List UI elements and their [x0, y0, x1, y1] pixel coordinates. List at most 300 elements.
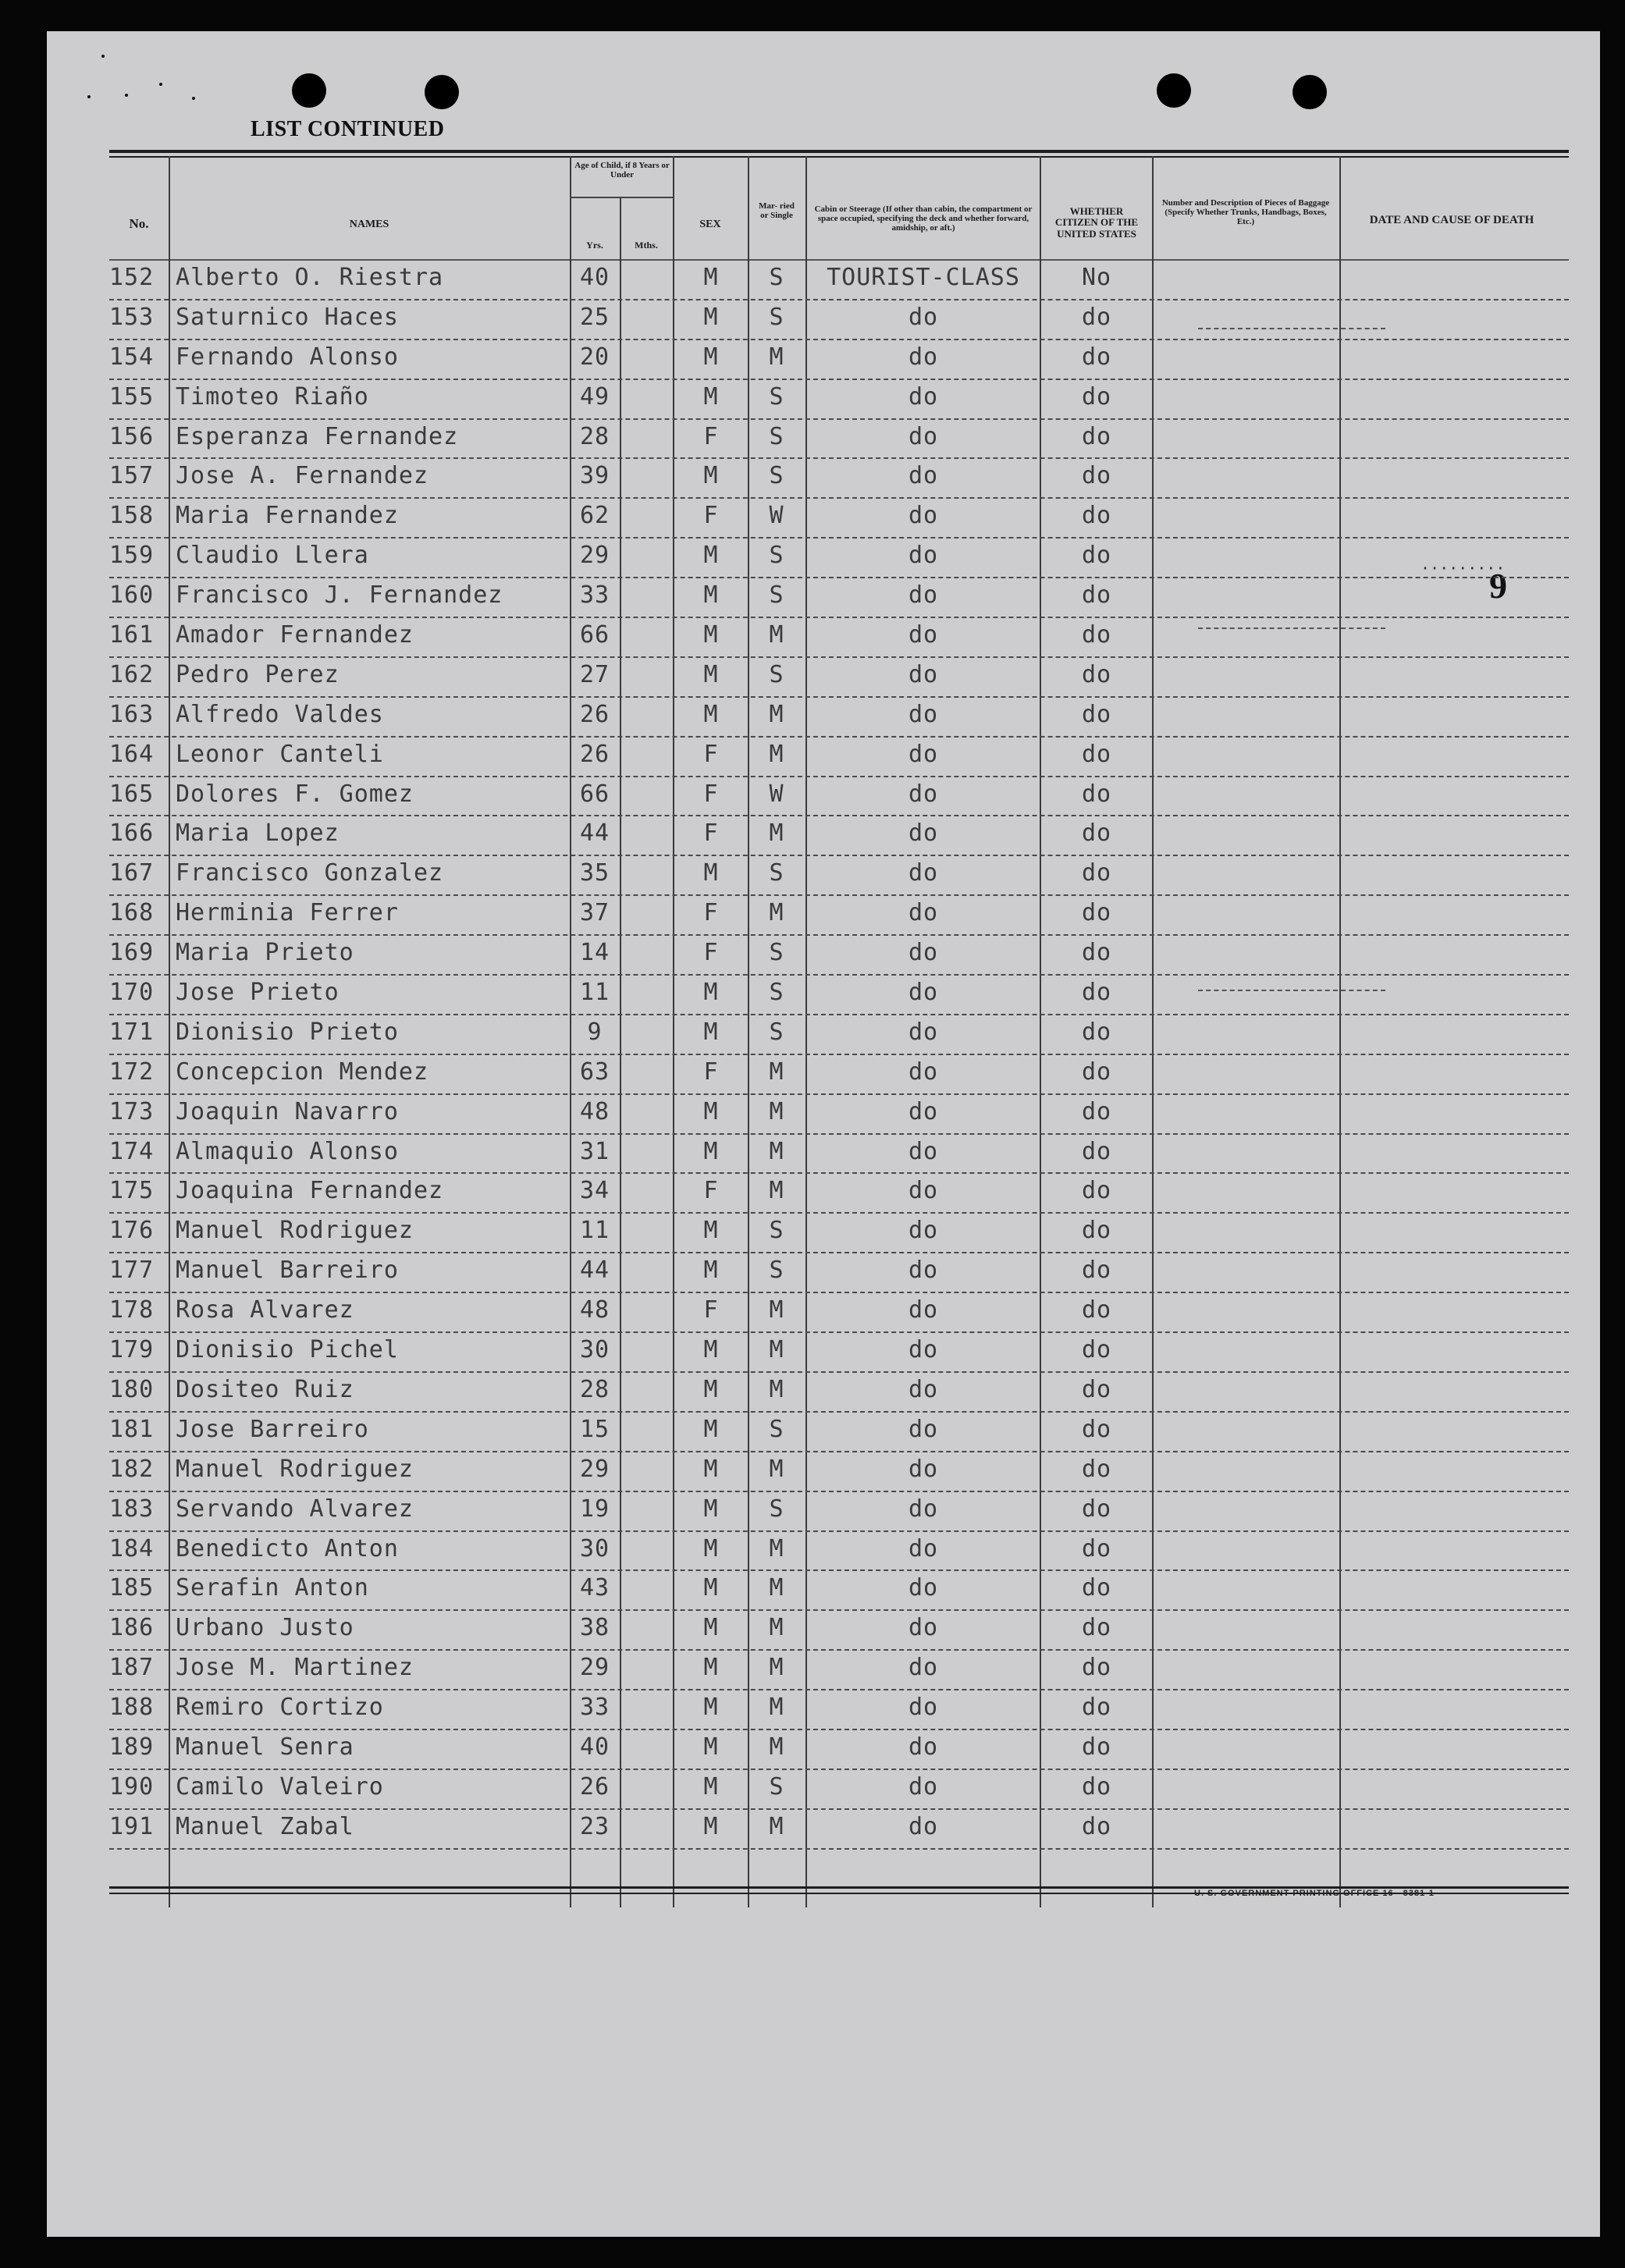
- marital-status: M: [769, 1614, 784, 1642]
- us-citizen: do: [1081, 542, 1112, 570]
- age-subheader-rule: [570, 197, 673, 198]
- cabin-class: do: [908, 1455, 939, 1483]
- age-years: 26: [579, 740, 610, 768]
- us-citizen: do: [1081, 1336, 1112, 1364]
- punch-hole: [425, 75, 459, 109]
- table-row: [109, 1810, 1569, 1850]
- table-row: [109, 1333, 1569, 1373]
- sex: M: [703, 1654, 719, 1682]
- passenger-name: Maria Lopez: [176, 819, 340, 848]
- cabin-class: do: [908, 1733, 939, 1761]
- passenger-name: Esperanza Fernandez: [176, 422, 459, 450]
- table-row: [109, 936, 1569, 976]
- age-years: 14: [579, 939, 610, 967]
- marital-status: M: [769, 899, 784, 927]
- marital-status: S: [769, 979, 784, 1007]
- age-years: 35: [579, 859, 610, 887]
- cabin-class: do: [908, 1018, 939, 1046]
- cabin-class: do: [908, 1495, 939, 1523]
- sex: M: [703, 1772, 719, 1801]
- marital-status: M: [769, 819, 784, 848]
- speck: [101, 55, 105, 58]
- age-years: 44: [579, 819, 610, 848]
- sex: M: [703, 700, 719, 728]
- row-number: 153: [109, 303, 155, 331]
- table-row: [109, 896, 1569, 936]
- passenger-name: Francisco J. Fernandez: [176, 581, 503, 610]
- table-row: [109, 618, 1569, 658]
- marital-status: M: [769, 1296, 784, 1324]
- us-citizen: do: [1081, 1455, 1112, 1483]
- marital-status: M: [769, 1654, 784, 1682]
- marital-status: S: [769, 859, 784, 887]
- sex: M: [703, 303, 719, 331]
- age-years: 29: [579, 1654, 610, 1682]
- passenger-name: Fernando Alonso: [176, 343, 399, 371]
- manifest-sheet: [47, 31, 1600, 2237]
- age-years: 48: [579, 1296, 610, 1324]
- marital-status: S: [769, 1018, 784, 1046]
- passenger-name: Maria Prieto: [176, 939, 354, 967]
- table-row: [109, 499, 1569, 539]
- passenger-name: Almaquio Alonso: [176, 1137, 399, 1165]
- passenger-name: Alfredo Valdes: [176, 700, 384, 728]
- sex: F: [703, 1058, 719, 1086]
- marital-status: M: [769, 1694, 784, 1722]
- age-years: 28: [579, 422, 610, 450]
- age-years: 33: [579, 1694, 610, 1722]
- age-years: 20: [579, 343, 610, 371]
- us-citizen: do: [1081, 819, 1112, 848]
- cabin-class: do: [908, 700, 939, 728]
- sex: M: [703, 343, 719, 371]
- us-citizen: do: [1081, 1018, 1112, 1046]
- table-row: [109, 1730, 1569, 1770]
- us-citizen: do: [1081, 343, 1112, 371]
- age-years: 28: [579, 1375, 610, 1403]
- speck: [125, 94, 128, 97]
- punch-hole: [1157, 73, 1191, 108]
- table-row: [109, 380, 1569, 420]
- age-years: 30: [579, 1534, 610, 1562]
- sex: M: [703, 462, 719, 490]
- cabin-class: do: [908, 660, 939, 688]
- us-citizen: do: [1081, 979, 1112, 1007]
- row-number: 155: [109, 382, 155, 411]
- cabin-class: do: [908, 1097, 939, 1125]
- age-years: 11: [579, 1217, 610, 1245]
- passenger-name: Saturnico Haces: [176, 303, 399, 331]
- sex: M: [703, 1336, 719, 1364]
- sex: M: [703, 581, 719, 610]
- table-row: [109, 1770, 1569, 1810]
- age-years: 63: [579, 1058, 610, 1086]
- marital-status: M: [769, 1375, 784, 1403]
- sex: M: [703, 1018, 719, 1046]
- row-number: 154: [109, 343, 155, 371]
- list-title: LIST CONTINUED: [251, 117, 445, 141]
- passenger-name: Dionisio Pichel: [176, 1336, 399, 1364]
- passenger-name: Benedicto Anton: [176, 1534, 399, 1562]
- marital-status: M: [769, 1058, 784, 1086]
- table-row: [109, 976, 1569, 1015]
- us-citizen: do: [1081, 1375, 1112, 1403]
- header-cabin: Cabin or Steerage (If other than cabin, the compartment or space occupied, specifying the deck and whether forward, amidship, or aft.): [814, 204, 1033, 233]
- passenger-table: [109, 150, 1569, 1912]
- marital-status: S: [769, 542, 784, 570]
- row-number: 177: [109, 1257, 155, 1285]
- baggage-dashed-line: [1198, 627, 1385, 629]
- row-number: 157: [109, 462, 155, 490]
- age-years: 11: [579, 979, 610, 1007]
- marital-status: W: [769, 502, 784, 530]
- top-rule-thin: [109, 156, 1569, 158]
- passenger-name: Jose Barreiro: [176, 1415, 369, 1443]
- cabin-class: do: [908, 1137, 939, 1165]
- table-row: [109, 1293, 1569, 1333]
- marital-status: M: [769, 343, 784, 371]
- marital-status: M: [769, 1137, 784, 1165]
- table-row: [109, 420, 1569, 460]
- table-row: [109, 1135, 1569, 1175]
- age-years: 25: [579, 303, 610, 331]
- passenger-name: Francisco Gonzalez: [176, 859, 444, 887]
- cabin-class: do: [908, 780, 939, 808]
- row-dashed-line: [109, 1848, 1569, 1850]
- passenger-name: Rosa Alvarez: [176, 1296, 354, 1324]
- passenger-name: Dolores F. Gomez: [176, 780, 414, 808]
- speck: [192, 97, 195, 100]
- marital-status: S: [769, 1495, 784, 1523]
- row-number: 162: [109, 660, 155, 688]
- us-citizen: do: [1081, 581, 1112, 610]
- cabin-class: TOURIST-CLASS: [827, 264, 1020, 291]
- cabin-class: do: [908, 1257, 939, 1285]
- table-row: [109, 1373, 1569, 1413]
- row-number: 189: [109, 1733, 155, 1761]
- row-number: 161: [109, 621, 155, 649]
- cabin-class: do: [908, 1058, 939, 1086]
- table-row: [109, 856, 1569, 896]
- age-years: 38: [579, 1614, 610, 1642]
- row-number: 156: [109, 422, 155, 450]
- cabin-class: do: [908, 1177, 939, 1205]
- us-citizen: do: [1081, 462, 1112, 490]
- sex: F: [703, 1296, 719, 1324]
- row-number: 187: [109, 1654, 155, 1682]
- cabin-class: do: [908, 382, 939, 411]
- us-citizen: do: [1081, 382, 1112, 411]
- cabin-class: do: [908, 422, 939, 450]
- row-number: 175: [109, 1177, 155, 1205]
- us-citizen: do: [1081, 1772, 1112, 1801]
- marital-status: M: [769, 1812, 784, 1840]
- passenger-name: Jose A. Fernandez: [176, 462, 429, 490]
- sex: M: [703, 660, 719, 688]
- us-citizen: do: [1081, 502, 1112, 530]
- row-number: 171: [109, 1018, 155, 1046]
- marital-status: M: [769, 1534, 784, 1562]
- table-row: [109, 1690, 1569, 1730]
- us-citizen: do: [1081, 1812, 1112, 1840]
- age-years: 62: [579, 502, 610, 530]
- age-years: 29: [579, 1455, 610, 1483]
- row-number: 188: [109, 1694, 155, 1722]
- row-number: 178: [109, 1296, 155, 1324]
- passenger-name: Herminia Ferrer: [176, 899, 399, 927]
- marital-status: M: [769, 621, 784, 649]
- table-row: [109, 1651, 1569, 1690]
- age-years: 44: [579, 1257, 610, 1285]
- age-years: 29: [579, 542, 610, 570]
- row-number: 164: [109, 740, 155, 768]
- marital-status: S: [769, 422, 784, 450]
- cabin-class: do: [908, 1812, 939, 1840]
- cabin-class: do: [908, 819, 939, 848]
- sex: M: [703, 1733, 719, 1761]
- passenger-name: Joaquina Fernandez: [176, 1177, 444, 1205]
- table-row: [109, 578, 1569, 618]
- cabin-class: do: [908, 1772, 939, 1801]
- row-number: 173: [109, 1097, 155, 1125]
- marital-status: S: [769, 939, 784, 967]
- marital-status: W: [769, 780, 784, 808]
- us-citizen: do: [1081, 899, 1112, 927]
- table-row: [109, 658, 1569, 698]
- sex: M: [703, 1415, 719, 1443]
- table-row: [109, 1571, 1569, 1611]
- row-number: 168: [109, 899, 155, 927]
- cabin-class: do: [908, 1574, 939, 1602]
- marital-status: S: [769, 581, 784, 610]
- table-row: [109, 1055, 1569, 1095]
- sex: M: [703, 1495, 719, 1523]
- header-baggage: Number and Description of Pieces of Baggage (Specify Whether Trunks, Handbags, Boxes, Etc.): [1161, 198, 1330, 227]
- table-row: [109, 261, 1569, 300]
- marital-status: M: [769, 1097, 784, 1125]
- sex: M: [703, 1097, 719, 1125]
- sex: M: [703, 1375, 719, 1403]
- cabin-class: do: [908, 462, 939, 490]
- row-number: 165: [109, 780, 155, 808]
- row-number: 184: [109, 1534, 155, 1562]
- age-years: 30: [579, 1336, 610, 1364]
- cabin-class: do: [908, 1694, 939, 1722]
- age-years: 40: [579, 264, 610, 291]
- age-years: 26: [579, 1772, 610, 1801]
- sex: M: [703, 1812, 719, 1840]
- us-citizen: do: [1081, 1217, 1112, 1245]
- us-citizen: do: [1081, 1654, 1112, 1682]
- marital-status: M: [769, 1574, 784, 1602]
- baggage-dashed-line: [1198, 328, 1385, 329]
- marital-status: M: [769, 700, 784, 728]
- header-death: DATE AND CAUSE OF DEATH: [1369, 214, 1534, 226]
- passenger-name: Leonor Canteli: [176, 740, 384, 768]
- row-number: 169: [109, 939, 155, 967]
- table-row: [109, 777, 1569, 817]
- row-number: 158: [109, 502, 155, 530]
- age-years: 31: [579, 1137, 610, 1165]
- sex: F: [703, 780, 719, 808]
- sex: F: [703, 740, 719, 768]
- marital-status: S: [769, 1217, 784, 1245]
- sex: F: [703, 1177, 719, 1205]
- sex: F: [703, 422, 719, 450]
- header-citizen: WHETHER CITIZEN OF THE UNITED STATES: [1054, 205, 1139, 240]
- us-citizen: do: [1081, 303, 1112, 331]
- header-names: NAMES: [349, 219, 389, 230]
- marital-status: S: [769, 660, 784, 688]
- passenger-name: Manuel Rodriguez: [176, 1455, 414, 1483]
- cabin-class: do: [908, 1614, 939, 1642]
- passenger-name: Urbano Justo: [176, 1614, 354, 1642]
- sex: M: [703, 859, 719, 887]
- cabin-class: do: [908, 581, 939, 610]
- passenger-name: Timoteo Riaño: [176, 382, 369, 411]
- marital-status: S: [769, 264, 784, 291]
- row-number: 180: [109, 1375, 155, 1403]
- table-row: [109, 539, 1569, 578]
- age-years: 48: [579, 1097, 610, 1125]
- us-citizen: do: [1081, 1694, 1112, 1722]
- table-row: [109, 1611, 1569, 1651]
- table-row: [109, 1492, 1569, 1532]
- page-number-leader: ·········: [1421, 559, 1506, 578]
- sex: M: [703, 1694, 719, 1722]
- passenger-name: Manuel Senra: [176, 1733, 354, 1761]
- row-number: 172: [109, 1058, 155, 1086]
- page-number: 9: [1489, 566, 1507, 606]
- cabin-class: do: [908, 343, 939, 371]
- cabin-class: do: [908, 1217, 939, 1245]
- us-citizen: do: [1081, 1137, 1112, 1165]
- sex: M: [703, 1455, 719, 1483]
- table-row: [109, 738, 1569, 777]
- marital-status: M: [769, 1733, 784, 1761]
- age-years: 34: [579, 1177, 610, 1205]
- us-citizen: do: [1081, 1733, 1112, 1761]
- passenger-name: Manuel Rodriguez: [176, 1217, 414, 1245]
- us-citizen: do: [1081, 1177, 1112, 1205]
- table-row: [109, 1214, 1569, 1253]
- table-row: [109, 1095, 1569, 1135]
- passenger-name: Amador Fernandez: [176, 621, 414, 649]
- header-married: Mar- ried or Single: [759, 201, 795, 221]
- passenger-name: Remiro Cortizo: [176, 1694, 384, 1722]
- age-years: 66: [579, 780, 610, 808]
- row-number: 190: [109, 1772, 155, 1801]
- passenger-name: Manuel Zabal: [176, 1812, 354, 1840]
- us-citizen: do: [1081, 780, 1112, 808]
- marital-status: M: [769, 1455, 784, 1483]
- table-row: [109, 1413, 1569, 1452]
- cabin-class: do: [908, 502, 939, 530]
- table-row: [109, 300, 1569, 340]
- punch-hole: [292, 73, 326, 108]
- cabin-class: do: [908, 1654, 939, 1682]
- row-number: 159: [109, 542, 155, 570]
- us-citizen: do: [1081, 1614, 1112, 1642]
- us-citizen: do: [1081, 621, 1112, 649]
- passenger-name: Maria Fernandez: [176, 502, 399, 530]
- sex: M: [703, 1534, 719, 1562]
- sex: M: [703, 264, 719, 291]
- row-number: 163: [109, 700, 155, 728]
- cabin-class: do: [908, 1375, 939, 1403]
- table-row: [109, 340, 1569, 380]
- age-years: 40: [579, 1733, 610, 1761]
- marital-status: M: [769, 1177, 784, 1205]
- header-no: No.: [129, 216, 149, 231]
- age-years: 66: [579, 621, 610, 649]
- row-number: 185: [109, 1574, 155, 1602]
- passenger-name: Camilo Valeiro: [176, 1772, 384, 1801]
- printing-office-imprint: U. S. GOVERNMENT PRINTING OFFICE 16—8381-1: [1194, 1889, 1435, 1898]
- age-years: 23: [579, 1812, 610, 1840]
- cabin-class: do: [908, 979, 939, 1007]
- passenger-name: Dionisio Prieto: [176, 1018, 399, 1046]
- sex: M: [703, 1217, 719, 1245]
- marital-status: S: [769, 462, 784, 490]
- passenger-name: Pedro Perez: [176, 660, 340, 688]
- us-citizen: do: [1081, 740, 1112, 768]
- row-number: 179: [109, 1336, 155, 1364]
- age-years: 33: [579, 581, 610, 610]
- passenger-rows: [109, 261, 1569, 1850]
- us-citizen: do: [1081, 1296, 1112, 1324]
- table-row: [109, 1532, 1569, 1572]
- passenger-name: Claudio Llera: [176, 542, 369, 570]
- us-citizen: do: [1081, 1097, 1112, 1125]
- table-row: [109, 1452, 1569, 1492]
- cabin-class: do: [908, 542, 939, 570]
- passenger-name: Serafin Anton: [176, 1574, 369, 1602]
- cabin-class: do: [908, 859, 939, 887]
- sex: F: [703, 939, 719, 967]
- row-number: 152: [109, 264, 155, 291]
- sex: M: [703, 382, 719, 411]
- marital-status: M: [769, 1336, 784, 1364]
- cabin-class: do: [908, 1415, 939, 1443]
- header-age-group: Age of Child, if 8 Years or Under: [574, 161, 670, 180]
- sex: M: [703, 1257, 719, 1285]
- header-mths: Mths.: [635, 240, 658, 251]
- sex: M: [703, 1137, 719, 1165]
- row-number: 160: [109, 581, 155, 610]
- marital-status: S: [769, 1772, 784, 1801]
- age-years: 19: [579, 1495, 610, 1523]
- sex: M: [703, 542, 719, 570]
- marital-status: S: [769, 1257, 784, 1285]
- age-years: 9: [587, 1018, 603, 1046]
- passenger-name: Manuel Barreiro: [176, 1257, 399, 1285]
- row-number: 186: [109, 1614, 155, 1642]
- age-years: 26: [579, 700, 610, 728]
- table-row: [109, 1174, 1569, 1214]
- us-citizen: do: [1081, 1574, 1112, 1602]
- age-years: 49: [579, 382, 610, 411]
- us-citizen: do: [1081, 1257, 1112, 1285]
- sex: M: [703, 979, 719, 1007]
- table-row: [109, 1253, 1569, 1293]
- row-number: 181: [109, 1415, 155, 1443]
- sex: F: [703, 899, 719, 927]
- cabin-class: do: [908, 899, 939, 927]
- passenger-name: Dositeo Ruiz: [176, 1375, 354, 1403]
- speck: [87, 95, 91, 98]
- age-years: 39: [579, 462, 610, 490]
